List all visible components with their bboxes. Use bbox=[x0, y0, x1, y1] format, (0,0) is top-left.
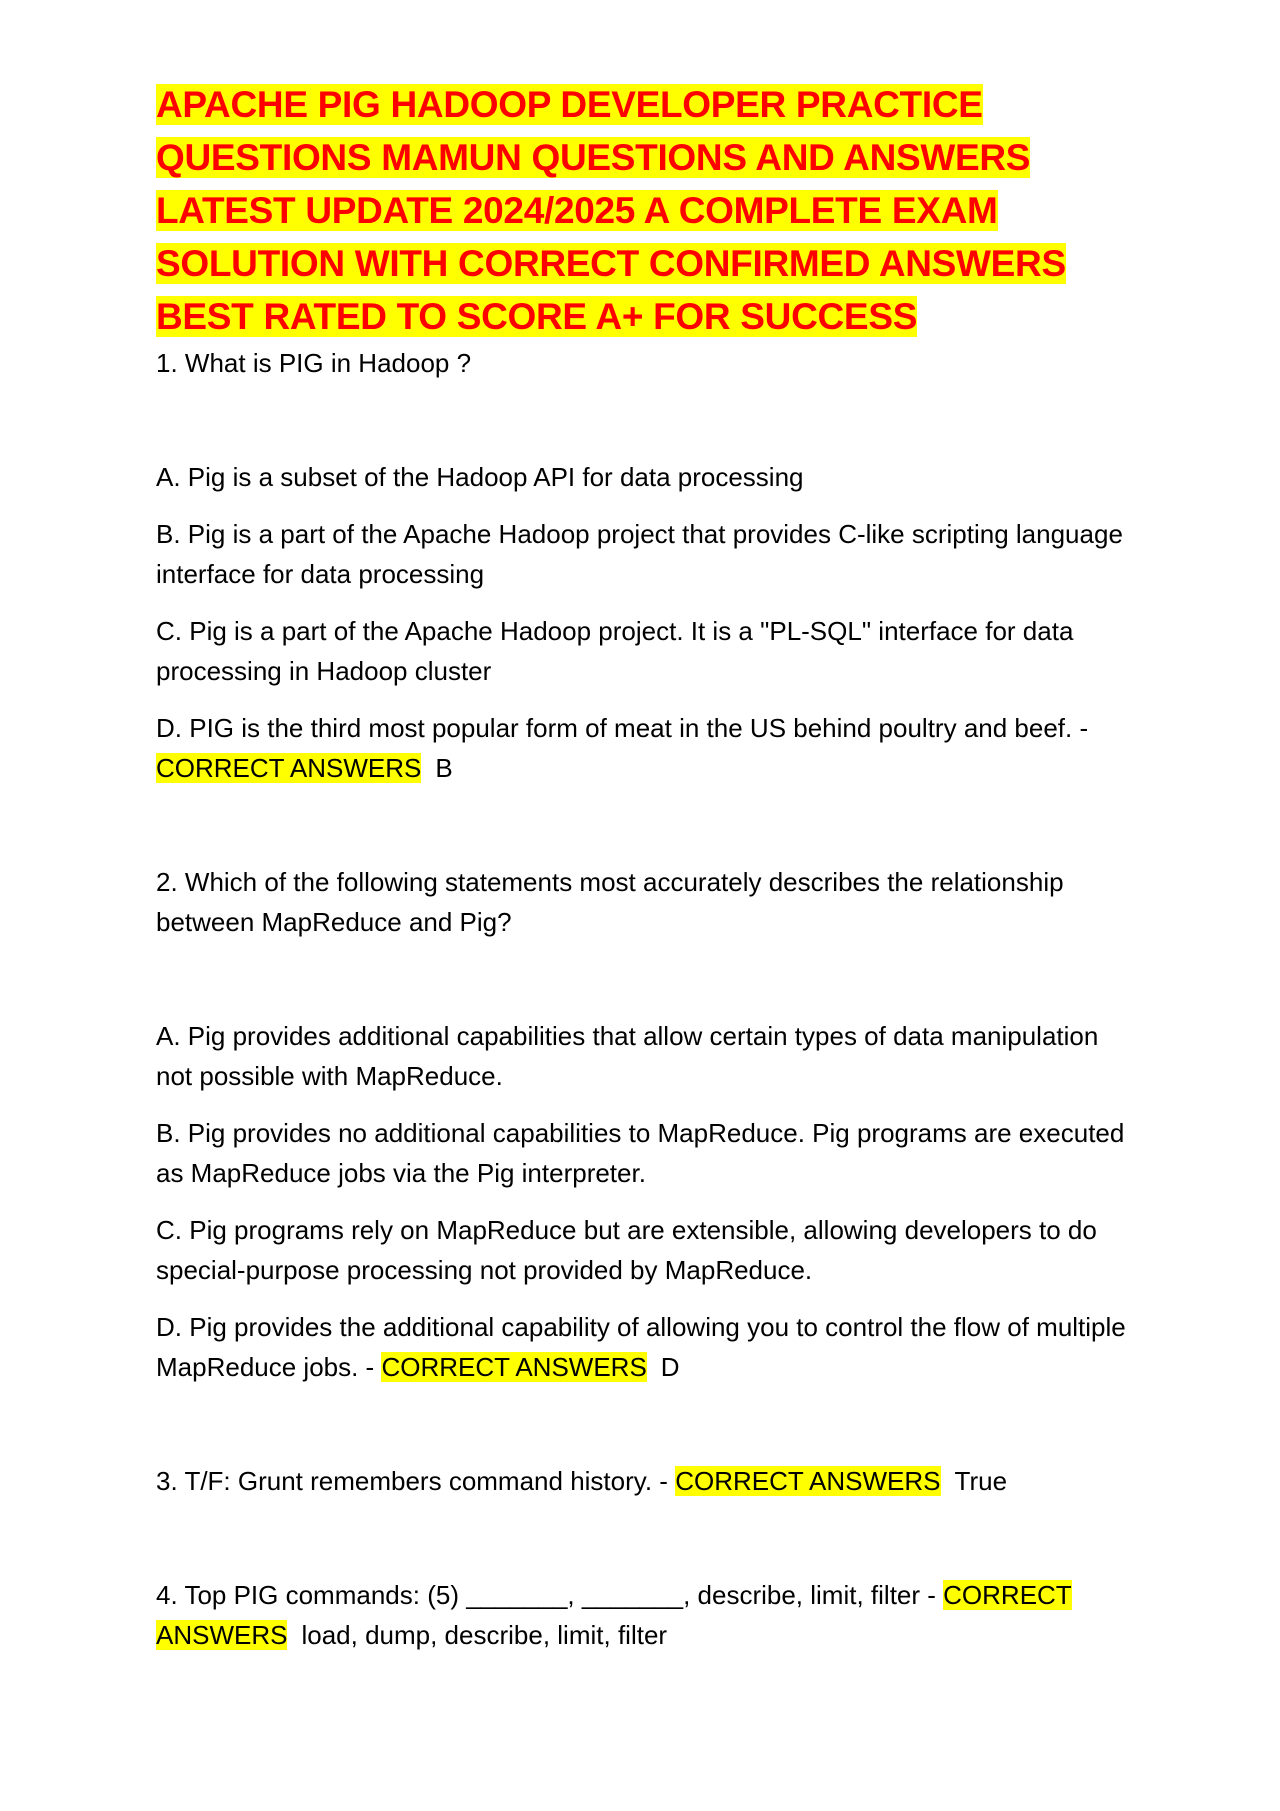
question-3-prompt: 3. T/F: Grunt remembers command history. - bbox=[156, 1466, 676, 1496]
question-1-option-d bbox=[156, 708, 1136, 788]
question-1-option-d-text: D. PIG is the third most popular form of meat in the US behind poultry and beef. - bbox=[156, 713, 1089, 743]
question-3-text bbox=[156, 1461, 1136, 1501]
correct-answers-label: CORRECT ANSWERS bbox=[675, 1466, 941, 1496]
question-block-4 bbox=[156, 1575, 1136, 1655]
document-page bbox=[156, 78, 1136, 1655]
question-4-prompt: 4. Top PIG commands: (5) _______, _______, describe, limit, filter - bbox=[156, 1580, 944, 1610]
question-2-option-a: A. Pig provides additional capabilities that allow certain types of data manipulation not possible with MapReduce. bbox=[156, 1021, 1099, 1091]
question-2-option-d-text: D. Pig provides the additional capability of allowing you to control the flow of multiple MapReduce jobs. - bbox=[156, 1312, 1126, 1382]
question-1-option-b: B. Pig is a part of the Apache Hadoop project that provides C-like scripting language interface for data processing bbox=[156, 519, 1123, 589]
question-1-option-c: C. Pig is a part of the Apache Hadoop project. It is a "PL-SQL" interface for data processing in Hadoop cluster bbox=[156, 616, 1074, 686]
question-2-option-c: C. Pig programs rely on MapReduce but are extensible, allowing developers to do special-purpose processing not provided by MapReduce. bbox=[156, 1215, 1097, 1285]
question-1-option-a: A. Pig is a subset of the Hadoop API for data processing bbox=[156, 462, 804, 492]
question-1-text: 1. What is PIG in Hadoop ? bbox=[156, 348, 472, 378]
question-block-2 bbox=[156, 862, 1136, 1387]
correct-answers-label: CORRECT ANSWERS bbox=[156, 1580, 1072, 1650]
correct-answers-label: CORRECT ANSWERS bbox=[156, 753, 422, 783]
question-2-text: 2. Which of the following statements most accurately describes the relationship between MapReduce and Pig? bbox=[156, 867, 1064, 937]
question-4-answer: load, dump, describe, limit, filter bbox=[301, 1620, 668, 1650]
correct-answers-label: CORRECT ANSWERS bbox=[381, 1352, 647, 1382]
title-highlight: APACHE PIG HADOOP DEVELOPER PRACTICE QUESTIONS MAMUN QUESTIONS AND ANSWERS LATEST UPDATE 2024/2025 A COMPLETE EXAM SOLUTION WITH CORRECT CONFIRMED ANSWERS BEST RATED TO SCORE A+ FOR SUCCESS bbox=[156, 84, 1066, 337]
question-block-3 bbox=[156, 1461, 1136, 1501]
question-4-text bbox=[156, 1575, 1136, 1655]
question-2-answer: D bbox=[660, 1352, 680, 1382]
question-3-answer: True bbox=[954, 1466, 1008, 1496]
question-block-1 bbox=[156, 343, 1136, 788]
question-1-answer: B bbox=[435, 753, 453, 783]
question-2-option-b: B. Pig provides no additional capabilities to MapReduce. Pig programs are executed as MapReduce jobs via the Pig interpreter. bbox=[156, 1118, 1125, 1188]
question-2-option-d bbox=[156, 1307, 1136, 1387]
document-title bbox=[156, 78, 1136, 343]
